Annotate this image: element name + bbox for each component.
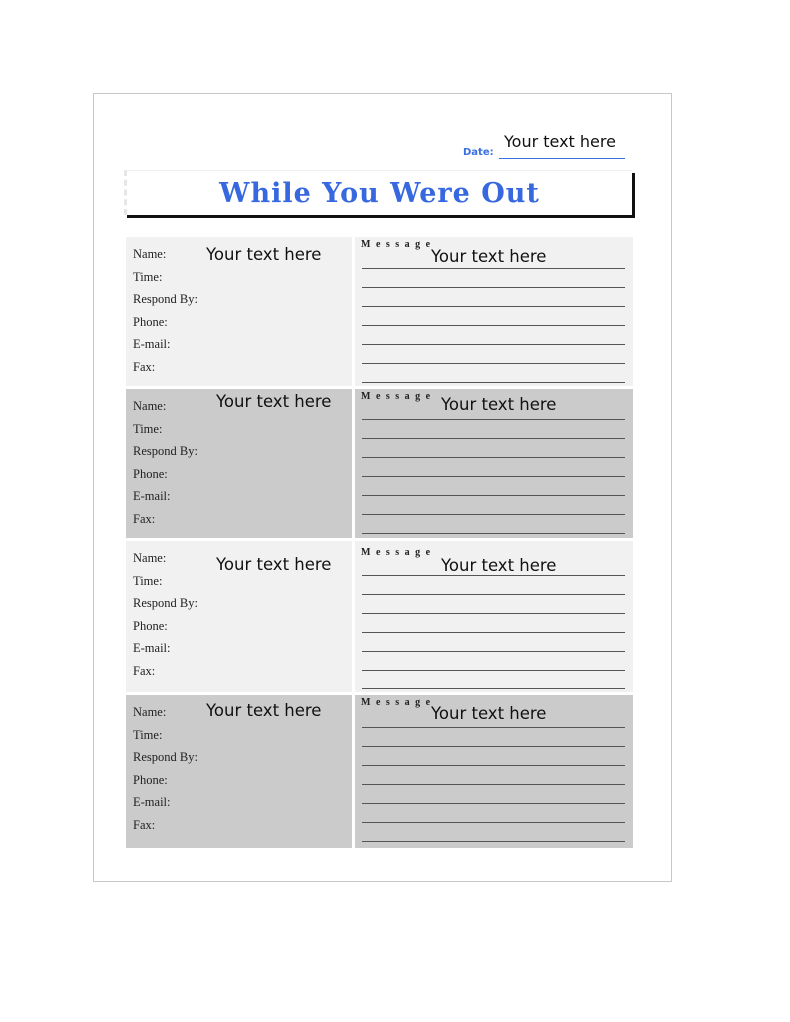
page-title: While You Were Out bbox=[219, 177, 540, 209]
date-field[interactable] bbox=[463, 130, 625, 162]
message-block-1 bbox=[126, 237, 633, 386]
email-label: E-mail: bbox=[133, 337, 171, 352]
message-label: Message bbox=[361, 391, 436, 402]
message-line bbox=[362, 287, 625, 288]
message-label: Message bbox=[361, 547, 436, 558]
message-value[interactable]: Your text here bbox=[441, 556, 557, 575]
time-label: Time: bbox=[133, 573, 163, 588]
message-line bbox=[362, 670, 625, 671]
phone-label: Phone: bbox=[133, 466, 168, 481]
message-block-4 bbox=[126, 695, 633, 848]
message-line bbox=[362, 594, 625, 595]
name-value[interactable]: Your text here bbox=[206, 701, 322, 720]
message-line bbox=[362, 575, 625, 576]
message-line bbox=[362, 268, 625, 269]
message-panel bbox=[355, 541, 633, 692]
date-underline bbox=[499, 158, 625, 159]
message-line bbox=[362, 476, 625, 477]
message-line bbox=[362, 613, 625, 614]
field-labels bbox=[133, 704, 198, 840]
name-label: Name: bbox=[133, 551, 167, 565]
time-label: Time: bbox=[133, 421, 163, 436]
fax-label: Fax: bbox=[133, 359, 156, 374]
message-line bbox=[362, 765, 625, 766]
phone-label: Phone: bbox=[133, 618, 168, 633]
message-value[interactable]: Your text here bbox=[431, 704, 547, 723]
fax-label: Fax: bbox=[133, 817, 156, 832]
message-line bbox=[362, 841, 625, 842]
message-line bbox=[362, 746, 625, 747]
phone-label: Phone: bbox=[133, 772, 168, 787]
respond-by-label: Respond By: bbox=[133, 444, 198, 459]
name-label: Name: bbox=[133, 399, 167, 413]
time-label: Time: bbox=[133, 727, 163, 742]
message-line bbox=[362, 419, 625, 420]
message-label: Message bbox=[361, 239, 436, 250]
caller-info-panel bbox=[126, 237, 352, 386]
phone-label: Phone: bbox=[133, 314, 168, 329]
name-value[interactable]: Your text here bbox=[216, 555, 332, 574]
name-value[interactable]: Your text here bbox=[216, 392, 332, 411]
message-line bbox=[362, 457, 625, 458]
email-label: E-mail: bbox=[133, 641, 171, 656]
message-line bbox=[362, 651, 625, 652]
name-label: Name: bbox=[133, 247, 167, 261]
respond-by-label: Respond By: bbox=[133, 596, 198, 611]
message-line bbox=[362, 344, 625, 345]
respond-by-label: Respond By: bbox=[133, 750, 198, 765]
field-labels bbox=[133, 550, 198, 686]
email-label: E-mail: bbox=[133, 489, 171, 504]
message-line bbox=[362, 306, 625, 307]
caller-info-panel bbox=[126, 389, 352, 538]
fax-label: Fax: bbox=[133, 663, 156, 678]
respond-by-label: Respond By: bbox=[133, 292, 198, 307]
time-label: Time: bbox=[133, 269, 163, 284]
message-label: Message bbox=[361, 697, 436, 708]
message-value[interactable]: Your text here bbox=[431, 247, 547, 266]
message-line bbox=[362, 363, 625, 364]
message-line bbox=[362, 688, 625, 689]
field-labels bbox=[133, 246, 198, 382]
title-banner bbox=[124, 170, 632, 215]
message-line bbox=[362, 803, 625, 804]
message-line bbox=[362, 438, 625, 439]
name-value[interactable]: Your text here bbox=[206, 245, 322, 264]
message-panel bbox=[355, 695, 633, 848]
message-line bbox=[362, 495, 625, 496]
fax-label: Fax: bbox=[133, 511, 156, 526]
message-line bbox=[362, 514, 625, 515]
field-labels bbox=[133, 398, 198, 534]
caller-info-panel bbox=[126, 541, 352, 692]
date-label: Date: bbox=[463, 147, 494, 158]
name-label: Name: bbox=[133, 705, 167, 719]
message-line bbox=[362, 784, 625, 785]
date-value[interactable]: Your text here bbox=[504, 132, 616, 151]
message-block-2 bbox=[126, 389, 633, 538]
message-value[interactable]: Your text here bbox=[441, 395, 557, 414]
message-line bbox=[362, 822, 625, 823]
message-line bbox=[362, 727, 625, 728]
message-line bbox=[362, 632, 625, 633]
caller-info-panel bbox=[126, 695, 352, 848]
message-line bbox=[362, 533, 625, 534]
message-line bbox=[362, 382, 625, 383]
message-panel bbox=[355, 237, 633, 386]
message-block-3 bbox=[126, 541, 633, 692]
message-panel bbox=[355, 389, 633, 538]
message-line bbox=[362, 325, 625, 326]
email-label: E-mail: bbox=[133, 795, 171, 810]
